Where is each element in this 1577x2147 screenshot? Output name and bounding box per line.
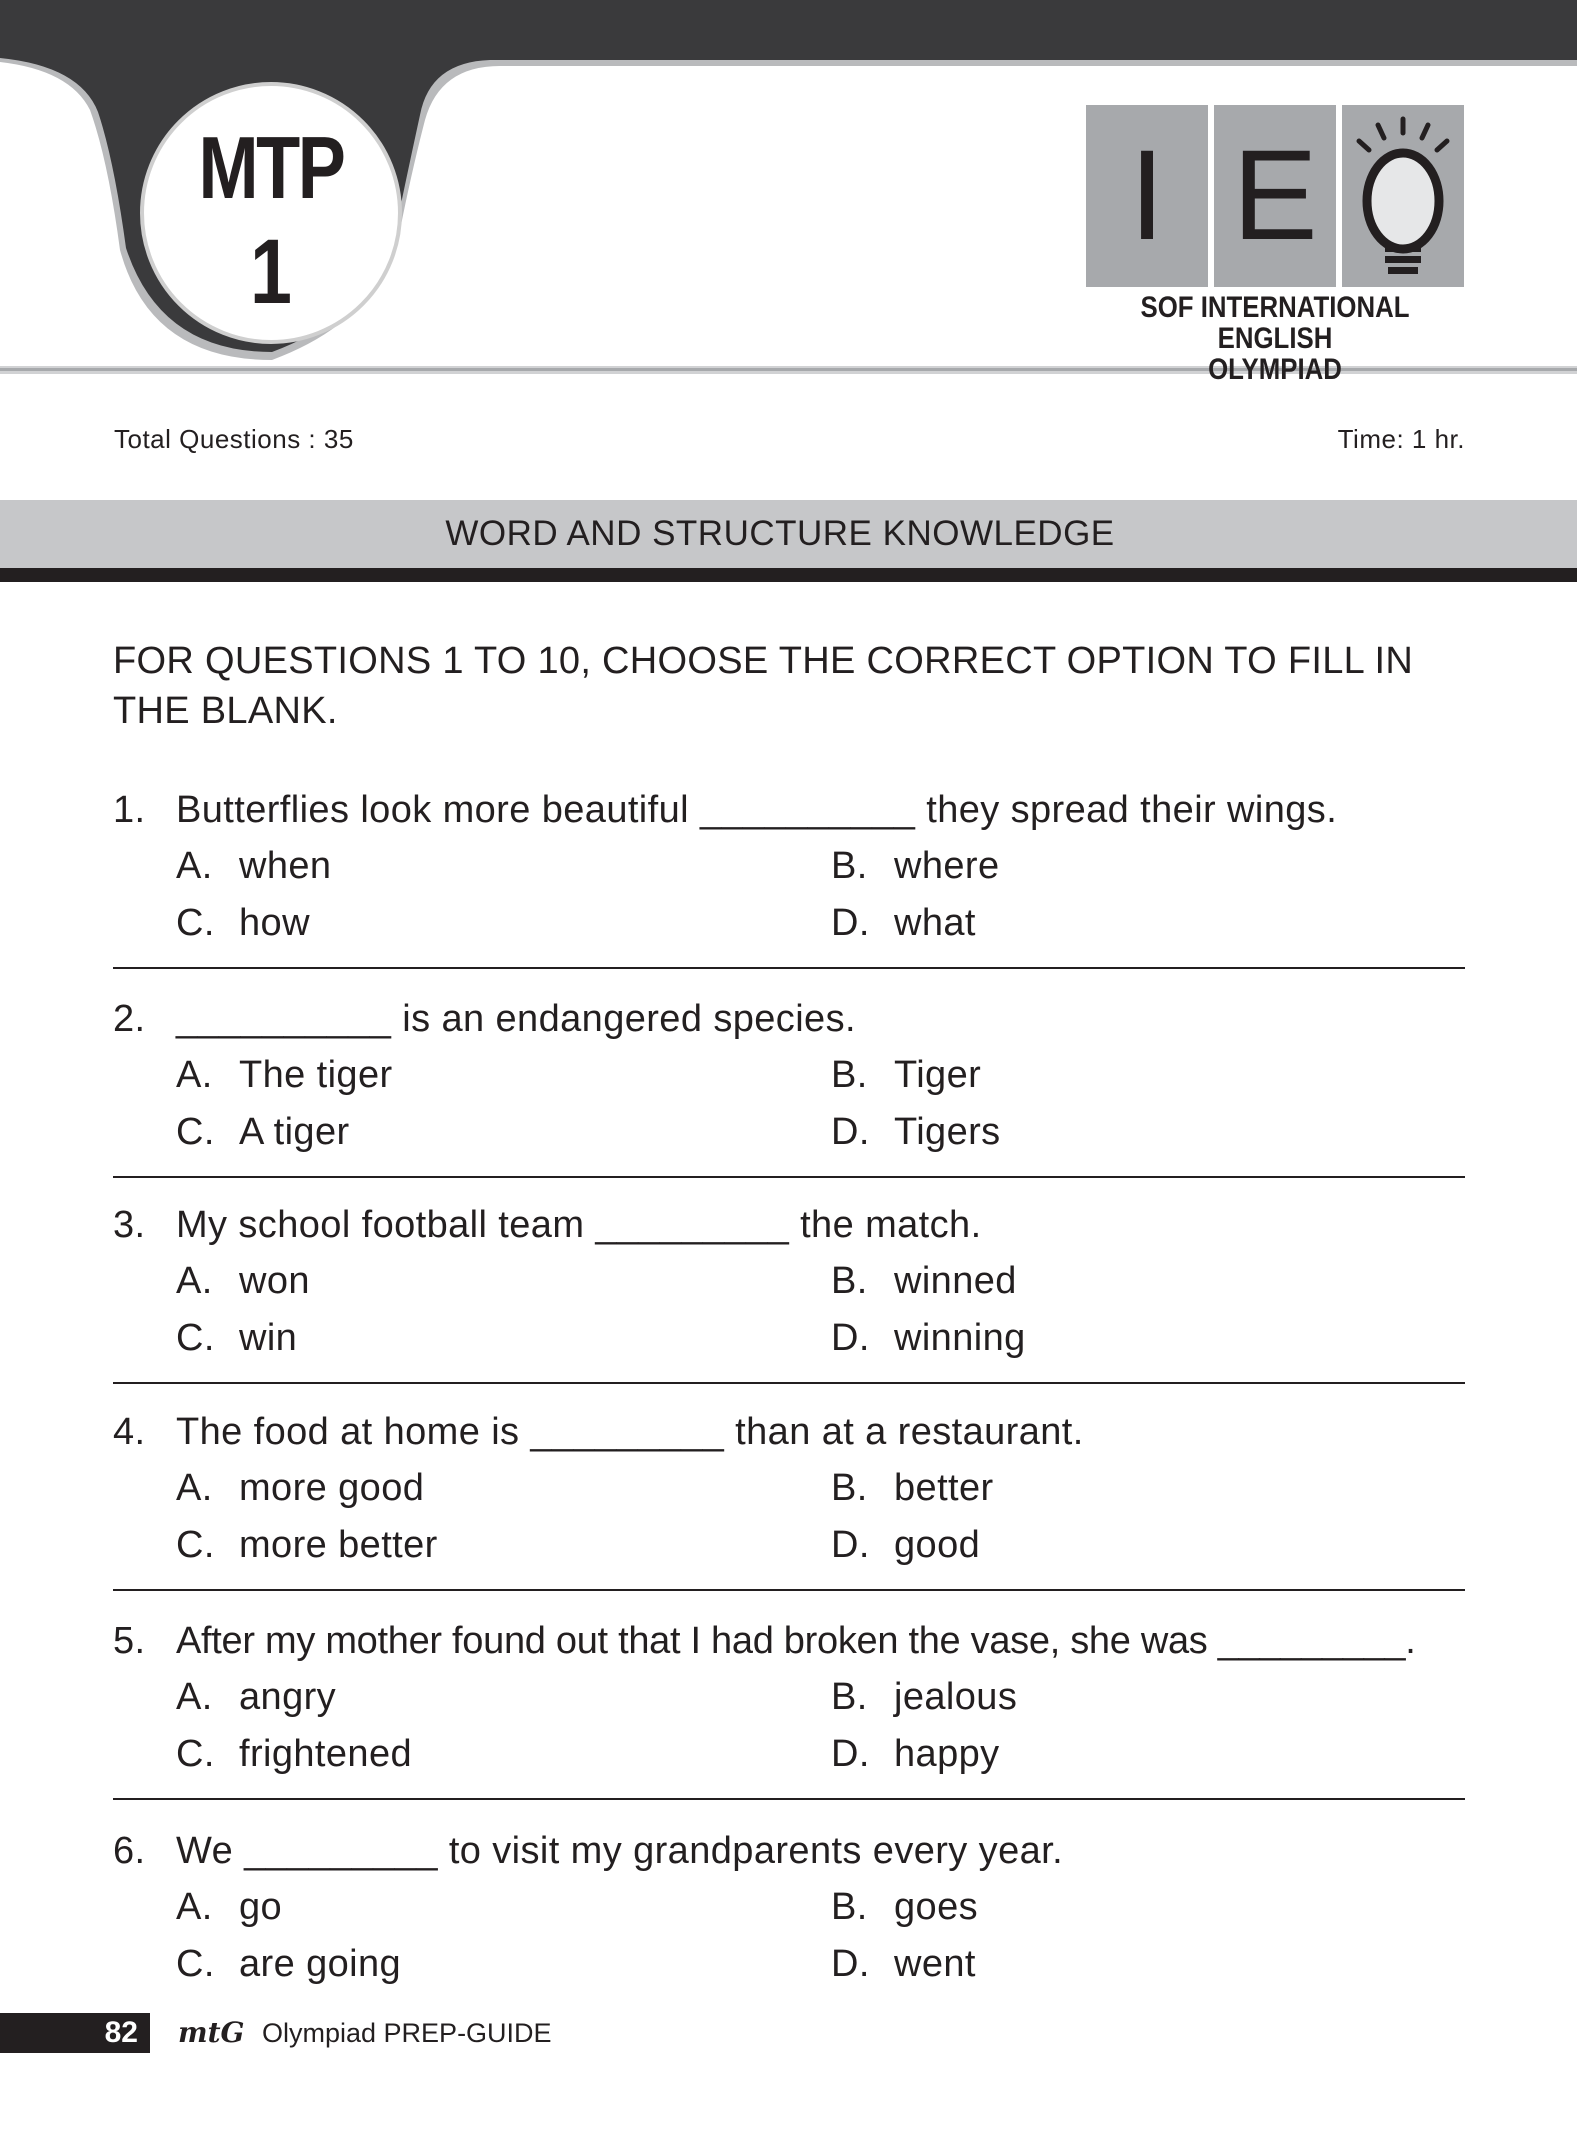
option-text: more better bbox=[239, 1524, 438, 1566]
option-letter: C. bbox=[176, 1524, 215, 1566]
logo-lightbulb-o bbox=[1342, 105, 1464, 287]
option-letter: A. bbox=[176, 1260, 213, 1302]
question-number: 2. bbox=[113, 998, 146, 1040]
option-text: Tiger bbox=[894, 1054, 982, 1096]
option-text: win bbox=[239, 1317, 298, 1359]
option-text: go bbox=[239, 1886, 283, 1928]
time-limit: Time: 1 hr. bbox=[1337, 424, 1465, 454]
series-title: Olympiad PREP-GUIDE bbox=[262, 2018, 552, 2048]
question-text: __________ is an endangered species. bbox=[176, 998, 856, 1040]
option-letter: A. bbox=[176, 1676, 213, 1718]
question-divider bbox=[113, 1382, 1465, 1384]
option-text: jealous bbox=[894, 1676, 1018, 1718]
option-letter: D. bbox=[831, 1733, 870, 1775]
total-questions: Total Questions : 35 bbox=[114, 424, 354, 454]
option-letter: C. bbox=[176, 1317, 215, 1359]
question-divider bbox=[113, 1589, 1465, 1591]
option-letter: D. bbox=[831, 1524, 870, 1566]
section-title: WORD AND STRUCTURE KNOWLEDGE bbox=[445, 514, 1115, 553]
section-band bbox=[0, 500, 1577, 568]
option-text: are going bbox=[239, 1943, 402, 1985]
option-letter: B. bbox=[831, 1676, 868, 1718]
option-text: better bbox=[894, 1467, 994, 1509]
option-text: goes bbox=[894, 1886, 979, 1928]
lightbulb-icon bbox=[1342, 105, 1464, 287]
option-text: frightened bbox=[239, 1733, 413, 1775]
option-text: angry bbox=[239, 1676, 337, 1718]
question-divider bbox=[113, 967, 1465, 969]
option-letter: B. bbox=[831, 1467, 868, 1509]
option-letter: C. bbox=[176, 1943, 215, 1985]
question-text: We _________ to visit my grandparents every year. bbox=[176, 1830, 1064, 1872]
logo-letter-i: I bbox=[1086, 105, 1208, 287]
logo-caption-line1: SOF INTERNATIONAL ENGLISH bbox=[1140, 291, 1410, 355]
question-text: Butterflies look more beautiful __________ they spread their wings. bbox=[176, 789, 1338, 831]
option-letter: A. bbox=[176, 1467, 213, 1509]
question-text: After my mother found out that I had broken the vase, she was _________. bbox=[176, 1620, 1416, 1662]
option-letter: D. bbox=[831, 1943, 870, 1985]
question-text: The food at home is _________ than at a restaurant. bbox=[176, 1411, 1084, 1453]
option-letter: B. bbox=[831, 845, 868, 887]
option-text: how bbox=[239, 902, 310, 944]
option-letter: C. bbox=[176, 1111, 215, 1153]
option-letter: A. bbox=[176, 845, 213, 887]
question-divider bbox=[113, 1798, 1465, 1800]
option-text: The tiger bbox=[239, 1054, 393, 1096]
option-text: good bbox=[894, 1524, 981, 1566]
option-text: A tiger bbox=[239, 1111, 350, 1153]
option-text: where bbox=[894, 845, 1000, 887]
option-text: went bbox=[894, 1943, 976, 1985]
logo-caption-line2: OLYMPIAD bbox=[1208, 353, 1342, 386]
logo-letter-e: E bbox=[1214, 105, 1336, 287]
option-text: more good bbox=[239, 1467, 425, 1509]
option-text: what bbox=[894, 902, 976, 944]
logo-caption bbox=[1090, 292, 1460, 385]
page-number: 82 bbox=[0, 2013, 150, 2053]
option-letter: B. bbox=[831, 1054, 868, 1096]
section-underline bbox=[0, 568, 1577, 582]
question-number: 3. bbox=[113, 1204, 146, 1246]
option-text: happy bbox=[894, 1733, 1000, 1775]
option-text: winning bbox=[894, 1317, 1026, 1359]
option-letter: C. bbox=[176, 902, 215, 944]
instruction: FOR QUESTIONS 1 TO 10, CHOOSE THE CORRECT OPTION TO FILL IN THE BLANK. bbox=[113, 640, 1414, 732]
option-text: when bbox=[239, 845, 332, 887]
option-letter: D. bbox=[831, 1111, 870, 1153]
brand-logo: mtG bbox=[178, 2016, 245, 2049]
question-text: My school football team _________ the match. bbox=[176, 1204, 982, 1246]
test-label: MTP bbox=[198, 118, 344, 217]
option-letter: A. bbox=[176, 1054, 213, 1096]
test-number: 1 bbox=[250, 221, 292, 323]
option-letter: D. bbox=[831, 902, 870, 944]
question-number: 1. bbox=[113, 789, 146, 831]
option-letter: C. bbox=[176, 1733, 215, 1775]
option-letter: B. bbox=[831, 1886, 868, 1928]
option-text: winned bbox=[894, 1260, 1017, 1302]
option-letter: A. bbox=[176, 1886, 213, 1928]
question-number: 6. bbox=[113, 1830, 146, 1872]
option-letter: B. bbox=[831, 1260, 868, 1302]
option-letter: D. bbox=[831, 1317, 870, 1359]
mtp-badge bbox=[140, 82, 402, 344]
question-divider bbox=[113, 1176, 1465, 1178]
question-number: 4. bbox=[113, 1411, 146, 1453]
option-text: won bbox=[239, 1260, 310, 1302]
option-text: Tigers bbox=[894, 1111, 1001, 1153]
question-number: 5. bbox=[113, 1620, 146, 1662]
